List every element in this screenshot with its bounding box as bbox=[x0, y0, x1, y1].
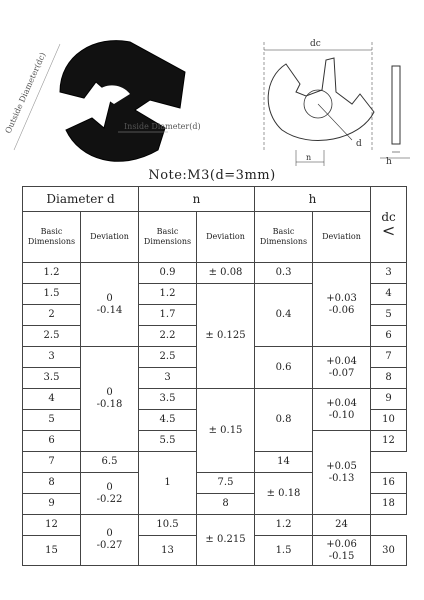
dimension-table bbox=[22, 186, 407, 566]
h-basic-cell: 0.3 bbox=[255, 263, 313, 284]
n-deviation-cell: ± 0.215 bbox=[197, 515, 255, 566]
outside-diameter-label: Outside Diameter(dc) bbox=[3, 51, 48, 135]
d-basic-cell: 15 bbox=[23, 536, 81, 566]
n-deviation-cell: ± 0.18 bbox=[255, 473, 313, 515]
h-basic-cell: 0.8 bbox=[255, 389, 313, 452]
dim-n-label: n bbox=[306, 153, 312, 162]
n-basic-cell: 3.5 bbox=[139, 389, 197, 410]
dc-cell: 16 bbox=[371, 473, 407, 494]
dim-d-label: d bbox=[356, 139, 362, 149]
header-h-deviation: Deviation bbox=[313, 212, 371, 263]
dim-h-label: h bbox=[386, 157, 392, 167]
table-row bbox=[23, 263, 407, 284]
n-basic-cell: 7.5 bbox=[197, 473, 255, 494]
d-basic-cell: 8 bbox=[23, 473, 81, 494]
d-basic-cell: 2 bbox=[23, 305, 81, 326]
e-clip-illustration bbox=[0, 0, 424, 172]
d-basic-cell: 12 bbox=[23, 515, 81, 536]
d-basic-cell: 3.5 bbox=[23, 368, 81, 389]
d-deviation-cell: 0 -0.27 bbox=[81, 515, 139, 566]
n-basic-cell: 3 bbox=[139, 368, 197, 389]
n-deviation-cell: ± 0.15 bbox=[197, 389, 255, 473]
header-h-basic: Basic Dimensions bbox=[255, 212, 313, 263]
d-deviation-cell: 0 -0.22 bbox=[81, 473, 139, 515]
header-n: n bbox=[139, 187, 255, 212]
header-h: h bbox=[255, 187, 371, 212]
header-dc bbox=[371, 187, 407, 263]
dim-dc-label: dc bbox=[310, 39, 321, 49]
d-deviation-cell: 0 -0.18 bbox=[81, 347, 139, 452]
n-basic-cell: 10.5 bbox=[139, 515, 197, 536]
n-basic-cell: 1.2 bbox=[139, 284, 197, 305]
d-basic-cell: 7 bbox=[23, 452, 81, 473]
d-basic-cell: 4 bbox=[23, 389, 81, 410]
dc-cell: 9 bbox=[371, 389, 407, 410]
d-basic-cell: 1.5 bbox=[23, 284, 81, 305]
dc-cell: 7 bbox=[371, 347, 407, 368]
d-basic-cell: 2.5 bbox=[23, 326, 81, 347]
dc-cell: 30 bbox=[371, 536, 407, 566]
dc-cell: 5 bbox=[371, 305, 407, 326]
inside-diameter-label: Inside Diameter(d) bbox=[124, 122, 201, 131]
header-d-deviation: Deviation bbox=[81, 212, 139, 263]
table-row bbox=[23, 389, 407, 410]
dc-cell: 12 bbox=[371, 431, 407, 452]
n-basic-cell: 0.9 bbox=[139, 263, 197, 284]
dc-cell: 24 bbox=[313, 515, 371, 536]
header-d-basic: Basic Dimensions bbox=[23, 212, 81, 263]
less-equal-icon: < bbox=[381, 220, 396, 240]
n-basic-cell: 2.2 bbox=[139, 326, 197, 347]
n-basic-cell: 8 bbox=[197, 494, 255, 515]
dc-cell: 3 bbox=[371, 263, 407, 284]
n-basic-cell: 4.5 bbox=[139, 410, 197, 431]
d-basic-cell: 1.2 bbox=[23, 263, 81, 284]
dc-cell: 8 bbox=[371, 368, 407, 389]
d-basic-cell: 9 bbox=[23, 494, 81, 515]
h-basic-cell: 0.4 bbox=[255, 284, 313, 347]
h-basic-cell: 1.5 bbox=[255, 536, 313, 566]
n-deviation-cell: ± 0.125 bbox=[197, 284, 255, 389]
e-clip-photo bbox=[60, 41, 185, 162]
d-basic-cell: 3 bbox=[23, 347, 81, 368]
h-basic-cell: 1.2 bbox=[255, 515, 313, 536]
dc-cell: 14 bbox=[255, 452, 313, 473]
h-basic-cell: 1 bbox=[139, 452, 197, 515]
n-basic-cell: 5.5 bbox=[139, 431, 197, 452]
n-basic-cell: 1.7 bbox=[139, 305, 197, 326]
header-diameter: Diameter d bbox=[23, 187, 139, 212]
n-basic-cell: 6.5 bbox=[81, 452, 139, 473]
table-row bbox=[23, 515, 407, 536]
d-basic-cell: 5 bbox=[23, 410, 81, 431]
h-deviation-cell: +0.04 -0.10 bbox=[313, 389, 371, 431]
n-basic-cell: 2.5 bbox=[139, 347, 197, 368]
header-dc-label: dc bbox=[381, 209, 396, 224]
dc-cell: 10 bbox=[371, 410, 407, 431]
dc-cell: 18 bbox=[371, 494, 407, 515]
d-basic-cell: 6 bbox=[23, 431, 81, 452]
dc-cell: 4 bbox=[371, 284, 407, 305]
group-header-row bbox=[23, 187, 407, 212]
h-deviation-cell: +0.05 -0.13 bbox=[313, 431, 371, 515]
header-n-deviation: Deviation bbox=[197, 212, 255, 263]
d-deviation-cell: 0 -0.14 bbox=[81, 263, 139, 347]
sub-header-row bbox=[23, 212, 407, 263]
n-basic-cell: 13 bbox=[139, 536, 197, 566]
h-deviation-cell: +0.03 -0.06 bbox=[313, 263, 371, 347]
header-n-basic: Basic Dimensions bbox=[139, 212, 197, 263]
h-basic-cell: 0.6 bbox=[255, 347, 313, 389]
h-deviation-cell: +0.06 -0.15 bbox=[313, 536, 371, 566]
n-deviation-cell: ± 0.08 bbox=[197, 263, 255, 284]
h-deviation-cell: +0.04 -0.07 bbox=[313, 347, 371, 389]
note-text: Note:M3(d=3mm) bbox=[148, 168, 276, 183]
dc-cell: 6 bbox=[371, 326, 407, 347]
e-clip-drawing bbox=[264, 42, 410, 166]
